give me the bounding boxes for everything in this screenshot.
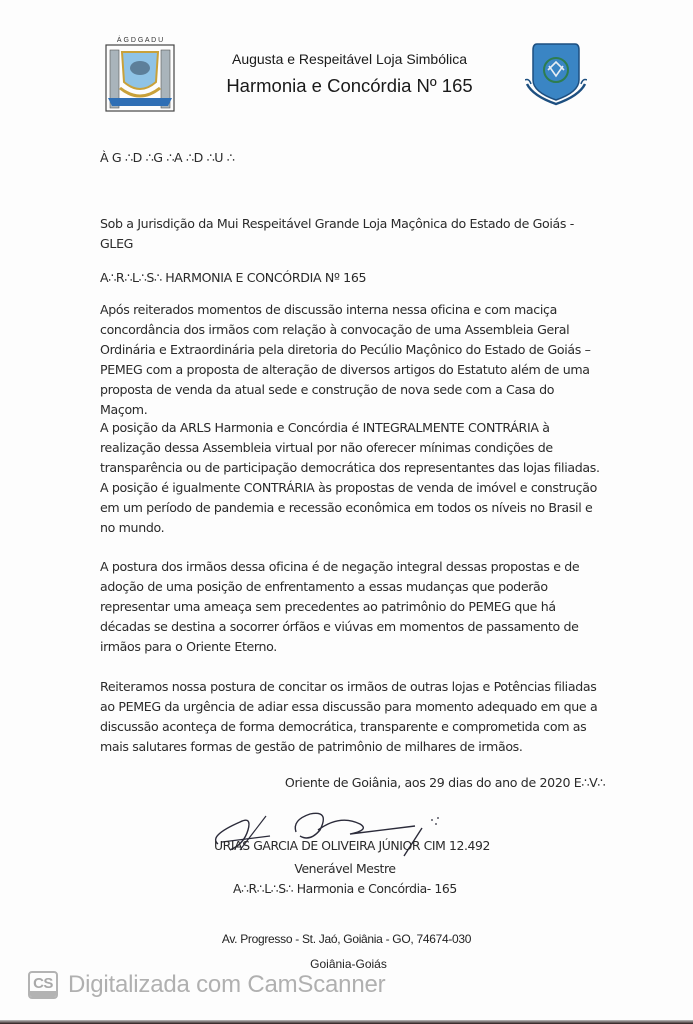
header-subtitle: Augusta e Respeitável Loja Simbólica [231,51,468,67]
header-title: Harmonia e Concórdia Nº 165 [226,75,473,96]
paragraph-1: Após reiterados momentos de discussão interna nessa oficina e com maciça concordância dos irmãos com relação à convocação de uma Assembleia Geral Ordinária e Extraordinária pela diretoria do Pecúlio Maçônico do Estado de Goiás – PEMEG com a proposta de alteração de diversos artigos do Estatuto além de uma proposta de venda da atual sede e construção de nova sede com a Casa do Maçom. [100,302,591,417]
jurisdiction-line: Sob a Jurisdição da Mui Respeitável Grande Loja Maçônica do Estado de Goiás - GLEG [100,216,574,251]
scan-bottom-edge [0,1020,693,1024]
paragraph-2: A posição da ARLS Harmonia e Concórdia é INTEGRALMENTE CONTRÁRIA à realização dessa Assembleia virtual por não oferecer mínimas condições de transparência ou de participação democrática dos representantes das lojas filiadas. A posição é igualmente CONTRÁRIA às propostas de venda de imóvel e construção em um período de pandemia e recessão econômica em todos os níveis no Brasil e no mundo. [100,420,600,535]
watermark-text: Digitalizada com CamScanner [68,971,386,998]
lodge-emblem-left-icon [104,34,176,114]
camscanner-watermark [28,968,385,1002]
camscanner-logo-icon: CS [28,971,58,999]
date-line: Oriente de Goiânia, aos 29 dias do ano de 2020 E∴V∴ [284,775,605,790]
lodge-name-line: A∴R∴L∴S∴ HARMONIA E CONCÓRDIA Nº 165 [100,270,367,285]
footer-address: Av. Progresso - St. Jaó, Goiânia - GO, 74674-030 [221,932,472,946]
paragraph-3: A postura dos irmãos dessa oficina é de negação integral dessas propostas e de adoção de uma posição de enfrentamento a essas mudanças que poderão representar uma ameaça sem precedentes ao patrimônio do PEMEG que há décadas se destina a socorrer órfãos e viúvas em momentos de passamento de irmãos para o Oriente Eterno. [100,559,580,654]
lodge-shield-right-icon [525,40,587,108]
signatory-name: URIAS GARCIA DE OLIVEIRA JÚNIOR CIM 12.492 [214,838,490,853]
salutation: À G ∴D ∴G ∴A ∴D ∴U ∴ [100,150,235,165]
footer-city: Goiânia-Goiás [310,957,387,971]
emblem-caption: Ȧ G D G A D U [116,37,164,44]
signatory-title: Venerável Mestre [294,861,396,876]
paragraph-4: Reiteramos nossa postura de concitar os irmãos de outras lojas e Potências filiadas ao PEMEG da urgência de adiar essa discussão para momento adequado em que a discussão aconteça de forma democrática, transparente e comprometida com as mais salutares formas de gestão de patrimônio de milhares de irmãos. [100,679,598,754]
signatory-lodge: A∴R∴L∴S∴ Harmonia e Concórdia- 165 [233,881,457,896]
